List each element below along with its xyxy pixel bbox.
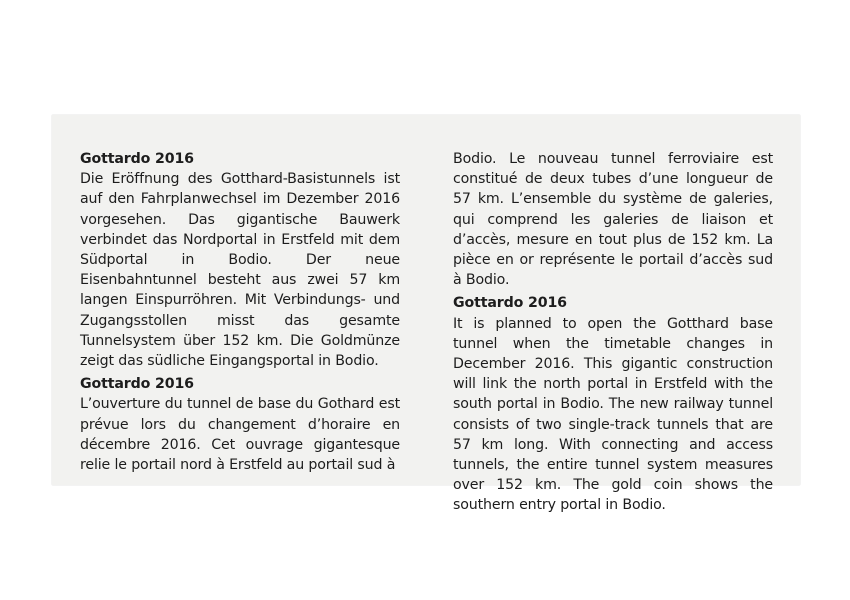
english-text: It is planned to open the Gotthard base tunnel when the timetable changes in December 2016. This gigantic construction will link the north portal in Erstfeld with the south portal in Bodio. The new railway tunnel consists of two single-track tunnels that are 57 km long. With connecting and access tunnels, the entire tunnel system measures over 152 km. The gold coin shows the southern entry portal in Bodio. xyxy=(453,315,773,514)
english-heading: Gottardo 2016 xyxy=(453,295,567,312)
info-card xyxy=(52,115,800,514)
french-text: L’ouverture du tunnel de base du Gothard est prévue lors du changement d’horaire en décembre 2016. Cet ouvrage gigantesque relie le portail nord à Erstfeld au portail sud à xyxy=(80,396,400,474)
french-text-continued: Bodio. Le nouveau tunnel ferroviaire est constitué de deux tubes d’une longueur de 57 km. L’ensemble du système de galeries, qui comprend les galeries de liaison et d’accès, mesure en tout plus de 152 km. La pièce en or représente le portail d’accès sud à Bodio. xyxy=(453,151,773,289)
left-column xyxy=(80,149,400,475)
french-heading: Gottardo 2016 xyxy=(80,376,194,393)
german-heading: Gottardo 2016 xyxy=(80,151,194,167)
german-text: Die Eröffnung des Gotthard-Basistunnels ist auf den Fahrplanwechsel im Dezember 2016 vorgesehen. Das gigantische Bauwerk verbindet das Nordportal in Erstfeld mit dem Südportal in Bodio. Der neue Eisenbahntunnel besteht aus zwei 57 km langen Einspurröhren. Mit Verbindungs- und Zugangsstollen misst das gesamte Tunnelsystem über 152 km. Die Goldmünze zeigt das südliche Eingangsportal in Bodio. xyxy=(80,171,400,370)
right-column xyxy=(453,149,773,516)
